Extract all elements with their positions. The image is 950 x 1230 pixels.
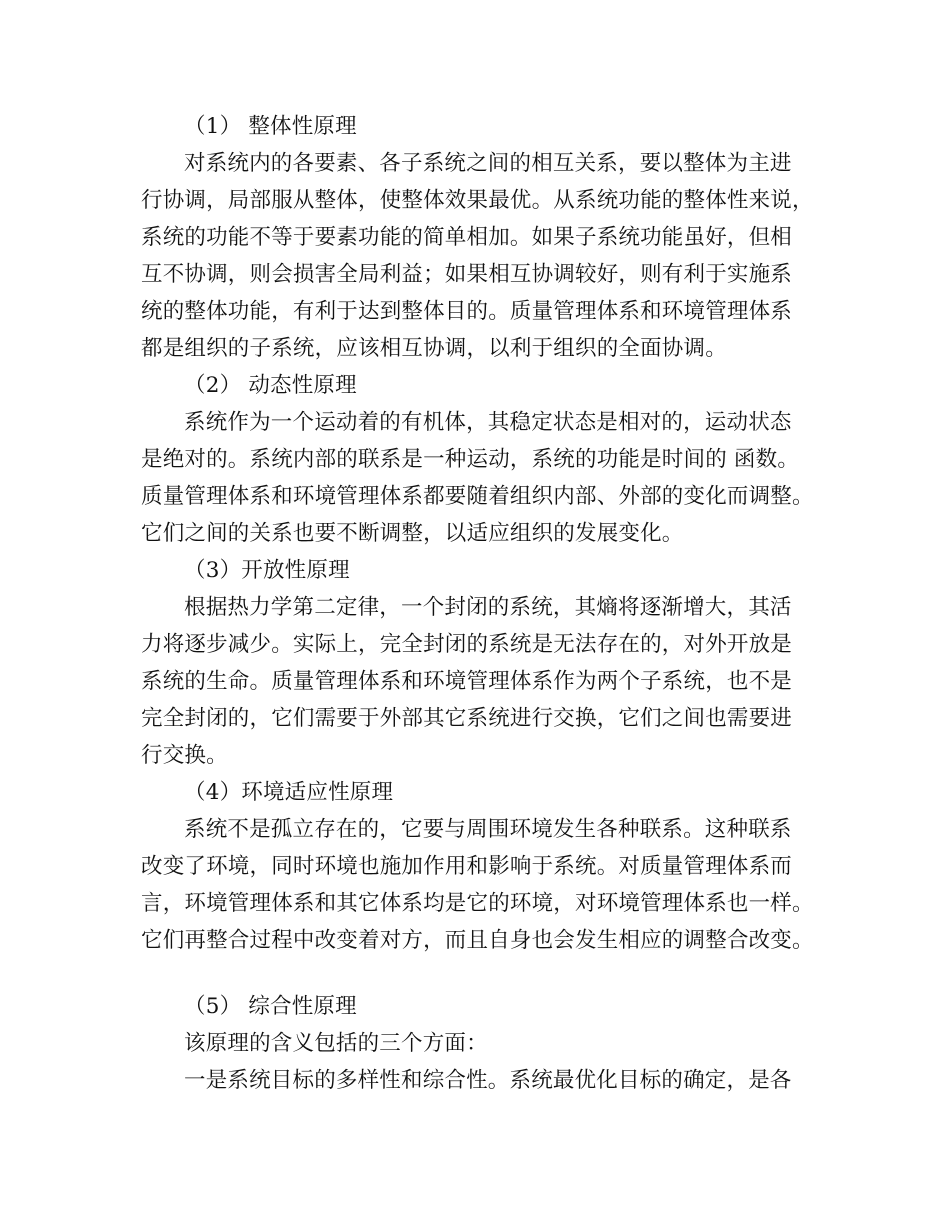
paragraph-line: 系统的功能不等于要素功能的简单相加。如果子系统功能虽好，但相	[141, 225, 793, 250]
paragraph-line: 言，环境管理体系和其它体系均是它的环境，对环境管理体系也一样。	[141, 891, 814, 916]
paragraph-line: 力将逐步减少。实际上，完全封闭的系统是无法存在的，对外开放是	[141, 632, 793, 657]
paragraph-line: 系统不是孤立存在的，它要与周围环境发生各种联系。这种联系	[184, 817, 792, 842]
section-heading: （3）开放性原理	[184, 558, 350, 583]
paragraph-line: 是绝对的。系统内部的联系是一种运动，系统的功能是时间的 函数。	[141, 447, 800, 472]
paragraph-line: 系统的生命。质量管理体系和环境管理体系作为两个子系统，也不是	[141, 669, 793, 694]
paragraph-line: 行协调，局部服从整体，使整体效果最优。从系统功能的整体性来说，	[141, 188, 814, 213]
paragraph-line: 一是系统目标的多样性和综合性。系统最优化目标的确定，是各	[184, 1068, 792, 1093]
section-heading: （2） 动态性原理	[184, 373, 357, 398]
paragraph-line: 它们再整合过程中改变着对方，而且自身也会发生相应的调整合改变。	[141, 928, 814, 953]
paragraph-line: 完全封闭的，它们需要于外部其它系统进行交换，它们之间也需要进	[141, 706, 793, 731]
paragraph-line: 改变了环境，同时环境也施加作用和影响于系统。对质量管理体系而	[141, 854, 793, 879]
section-heading: （5） 综合性原理	[184, 994, 357, 1019]
paragraph-line: 都是组织的子系统，应该相互协调，以利于组织的全面协调。	[141, 336, 727, 361]
paragraph-line: 统的整体功能，有利于达到整体目的。质量管理体系和环境管理体系	[141, 299, 793, 324]
paragraph-line: 行交换。	[141, 743, 228, 768]
paragraph-line: 互不协调，则会损害全局利益；如果相互协调较好，则有利于实施系	[141, 262, 793, 287]
paragraph-line: 该原理的含义包括的三个方面：	[184, 1031, 488, 1056]
paragraph-line: 质量管理体系和环境管理体系都要随着组织内部、外部的变化而调整。	[141, 484, 814, 509]
section-heading: （1） 整体性原理	[184, 114, 357, 139]
paragraph-line: 对系统内的各要素、各子系统之间的相互关系，要以整体为主进	[184, 151, 792, 176]
paragraph-line: 根据热力学第二定律，一个封闭的系统，其熵将逐渐增大，其活	[184, 595, 792, 620]
section-heading: （4）环境适应性原理	[184, 780, 394, 805]
paragraph-line: 系统作为一个运动着的有机体，其稳定状态是相对的，运动状态	[184, 410, 792, 435]
paragraph-line: 它们之间的关系也要不断调整，以适应组织的发展变化。	[141, 521, 684, 546]
